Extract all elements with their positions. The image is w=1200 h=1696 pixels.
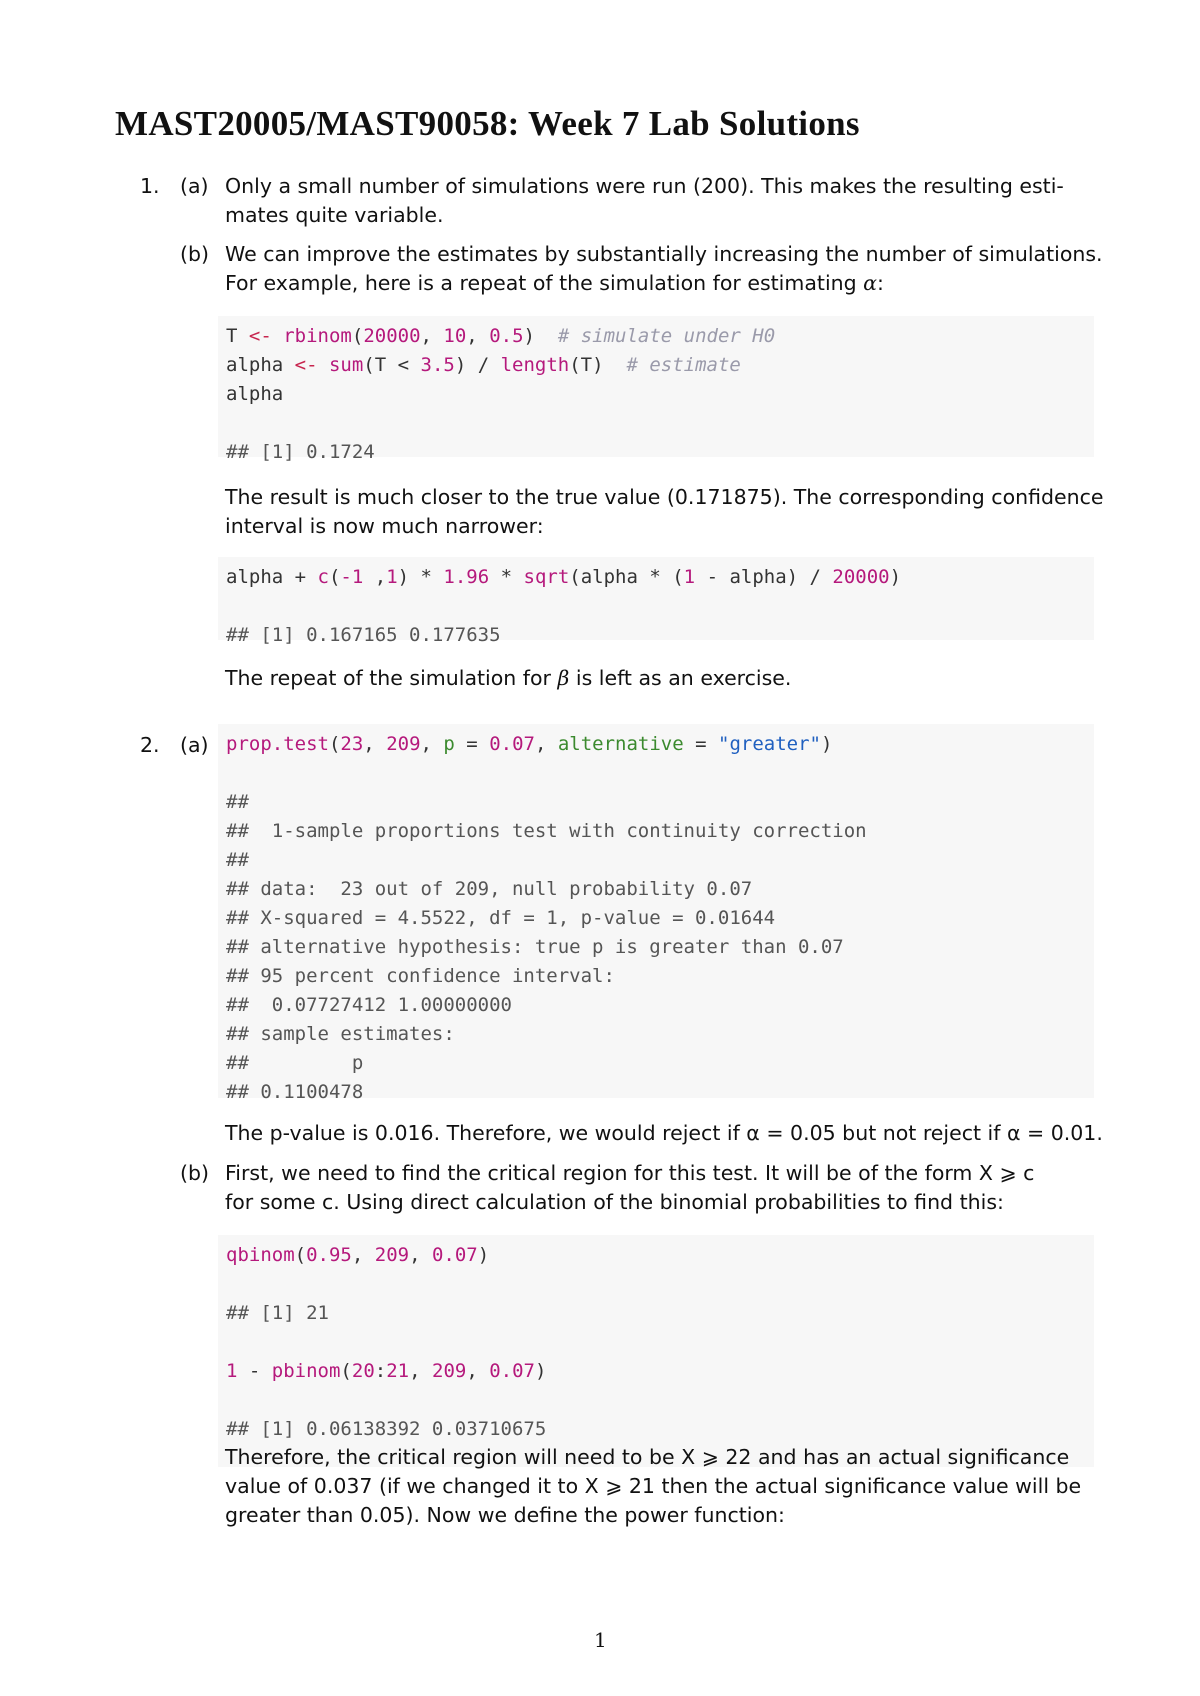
code-token: (	[294, 1244, 307, 1266]
q1b-text-line2-pre: For example, here is a repeat of the simulation for estimating	[225, 271, 864, 295]
code-output-line: ## 0.07727412 1.00000000	[226, 994, 512, 1016]
code-token: <-	[248, 325, 272, 347]
code-token: 1	[226, 1360, 238, 1382]
code-block-confidence-interval	[218, 557, 1094, 646]
code-token: pbinom	[271, 1360, 341, 1382]
q2b-text-line2: for some c. Using direct calculation of the binomial probabilities to find this:	[225, 1190, 1004, 1214]
code-token: sqrt	[523, 566, 570, 588]
code-token: prop.test	[226, 733, 329, 755]
page-number: 1	[594, 1628, 607, 1652]
code-token: =	[454, 733, 490, 755]
q1b-text-line2-post: :	[877, 271, 884, 295]
code-token: )	[477, 1244, 490, 1266]
code-output-line: ## data: 23 out of 209, null probability 0.07	[226, 878, 753, 900]
code-token: ,	[420, 325, 444, 347]
q1b-exercise-text	[225, 664, 791, 693]
q2a-conclusion: The p-value is 0.016. Therefore, we would reject if α = 0.05 but not reject if α = 0.01.	[225, 1121, 1103, 1145]
code-output-line: ## X-squared = 4.5522, df = 1, p-value = 0.01644	[226, 907, 776, 929]
code-comment: # simulate under H0	[557, 325, 776, 347]
q2b-text-line3: Therefore, the critical region will need to be X ⩾ 22 and has an actual significance	[225, 1445, 1070, 1469]
code-block-prop-test	[218, 724, 1094, 1103]
code-output-line: ## sample estimates:	[226, 1023, 455, 1045]
code-token: 0.07	[431, 1244, 478, 1266]
code-token: )	[889, 566, 902, 588]
part-label-2a: (a)	[180, 733, 209, 757]
code-token: alpha +	[226, 566, 318, 588]
code-token: 1	[386, 566, 398, 588]
code-token: 0.07	[489, 733, 535, 755]
code-token: ,	[534, 733, 558, 755]
code-token: (alpha * (	[569, 566, 684, 588]
code-token: length	[500, 354, 570, 376]
code-token: (	[328, 566, 341, 588]
code-token: (T)	[569, 354, 627, 376]
code-token: p	[443, 733, 455, 755]
code-token: 209	[432, 1360, 467, 1382]
code-token: -1	[340, 566, 364, 588]
code-token: ,	[363, 566, 387, 588]
q1b-result-line1: The result is much closer to the true value (0.171875). The corresponding confidence	[225, 485, 1104, 509]
code-token: -	[237, 1360, 272, 1382]
code-token: (	[340, 1360, 352, 1382]
part-label-1b: (b)	[180, 242, 210, 266]
q1b-text-line1: We can improve the estimates by substantially increasing the number of simulations.	[225, 242, 1103, 266]
q2b-text-line5: greater than 0.05). Now we define the power function:	[225, 1503, 785, 1527]
question-number-2: 2.	[140, 733, 160, 757]
code-token: 209	[386, 733, 421, 755]
code-token: )	[523, 325, 558, 347]
code-block-qbinom	[218, 1235, 1094, 1467]
code-token: ,	[409, 1360, 432, 1382]
code-token: qbinom	[226, 1244, 295, 1266]
code-token: ,	[351, 1244, 375, 1266]
code-token: 21	[386, 1360, 410, 1382]
code-token: =	[683, 733, 719, 755]
code-token: 1.96	[443, 566, 490, 588]
part-label-2b: (b)	[180, 1161, 210, 1185]
code-token: 1	[683, 566, 696, 588]
code-token: 20	[351, 1360, 375, 1382]
code-output-line: ##	[226, 849, 249, 871]
code-token: alpha	[226, 383, 284, 405]
code-token: (T <	[363, 354, 421, 376]
code-token: c	[317, 566, 329, 588]
code-token: 20000	[832, 566, 890, 588]
code-token: 10	[443, 325, 467, 347]
code-token: ) *	[397, 566, 444, 588]
code-output-line: ## p	[226, 1052, 364, 1074]
code-output-line: ## 1-sample proportions test with continuity correction	[226, 820, 867, 842]
code-token: ,	[409, 1244, 432, 1266]
code-token: 3.5	[420, 354, 455, 376]
code-token: ,	[363, 733, 387, 755]
q1b-result-line2: interval is now much narrower:	[225, 514, 544, 538]
beta-symbol: β	[557, 666, 570, 690]
code-token: )	[820, 733, 833, 755]
code-token: T	[226, 325, 249, 347]
code-token: - alpha) /	[695, 566, 833, 588]
code-token: ,	[420, 733, 444, 755]
code-output: ## [1] 0.167165 0.177635	[226, 624, 501, 646]
q1b-exercise-post: is left as an exercise.	[569, 666, 792, 690]
code-output: ## [1] 0.1724	[226, 441, 375, 463]
code-token: :	[374, 1360, 387, 1382]
code-block-simulation	[218, 316, 1094, 463]
code-token: (	[328, 733, 341, 755]
code-token: <-	[294, 354, 318, 376]
code-token: (	[351, 325, 364, 347]
q1a-text-line1: Only a small number of simulations were run (200). This makes the resulting esti-	[225, 174, 1064, 198]
code-token: 20000	[363, 325, 421, 347]
code-output-line: ## 0.1100478	[226, 1081, 364, 1103]
code-token: ,	[466, 1360, 490, 1382]
code-token: 0.95	[306, 1244, 352, 1266]
code-token: "greater"	[718, 733, 821, 755]
q2b-text-line1: First, we need to find the critical region for this test. It will be of the form X ⩾ c	[225, 1161, 1035, 1185]
code-token: ,	[466, 325, 490, 347]
page-title: MAST20005/MAST90058: Week 7 Lab Solutions	[115, 104, 860, 143]
code-token: alpha	[226, 354, 295, 376]
code-token: )	[534, 1360, 547, 1382]
code-output-line: ## 95 percent confidence interval:	[226, 965, 615, 987]
code-output-line: ##	[226, 791, 249, 813]
code-output: ## [1] 0.06138392 0.03710675	[226, 1418, 547, 1440]
code-token: ) /	[454, 354, 501, 376]
code-output-line: ## alternative hypothesis: true p is greater than 0.07	[226, 936, 844, 958]
code-token: *	[489, 566, 524, 588]
alpha-symbol: α	[863, 271, 878, 295]
q1b-text-line2	[225, 269, 884, 298]
part-label-1a: (a)	[180, 174, 209, 198]
code-output: ## [1] 21	[226, 1302, 329, 1324]
code-token: 209	[374, 1244, 410, 1266]
q1a-text-line2: mates quite variable.	[225, 203, 444, 227]
code-token: alternative	[557, 733, 684, 755]
code-token: 0.07	[489, 1360, 535, 1382]
question-number-1: 1.	[140, 174, 160, 198]
code-token: sum	[317, 354, 364, 376]
code-token: 0.5	[489, 325, 524, 347]
code-token: 23	[340, 733, 364, 755]
q2b-text-line4: value of 0.037 (if we changed it to X ⩾ 21 then the actual significance value will be	[225, 1474, 1082, 1498]
q1b-exercise-pre: The repeat of the simulation for	[225, 666, 558, 690]
code-token: rbinom	[271, 325, 352, 347]
code-comment: # estimate	[626, 354, 741, 376]
